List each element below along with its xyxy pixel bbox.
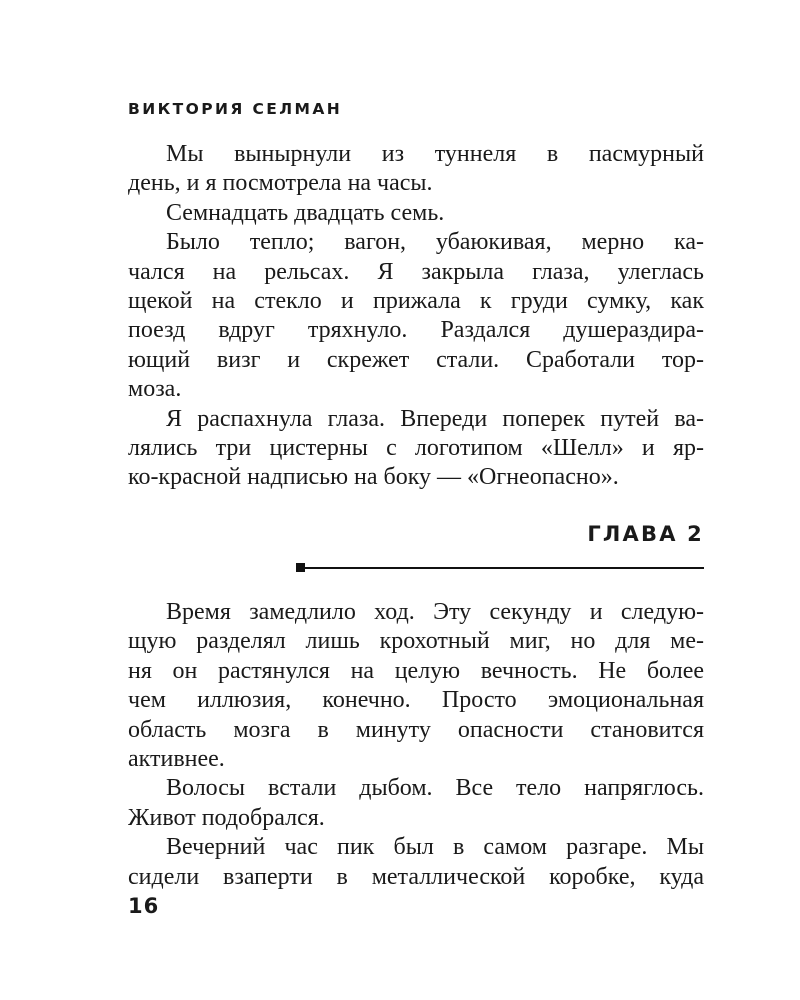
paragraph — [128, 598, 704, 774]
text-line: лялись три цистерны с логотипом «Шелл» и яр- — [128, 435, 704, 462]
divider-line — [305, 567, 704, 569]
text-line: Вечерний час пик был в самом разгаре. Мы — [166, 834, 704, 861]
text-line: Семнадцать двадцать семь. — [166, 199, 445, 226]
paragraph — [128, 199, 704, 228]
paragraph — [128, 228, 704, 404]
paragraph — [128, 140, 704, 199]
text-line: поезд вдруг тряхнуло. Раздался душераздира- — [128, 317, 704, 344]
text-line: Я распахнула глаза. Впереди поперек путей ва- — [166, 405, 704, 432]
paragraph — [128, 833, 704, 892]
text-line: ющий визг и скрежет стали. Сработали тор- — [128, 346, 704, 373]
text-line: Волосы встали дыбом. Все тело напряглось. — [166, 775, 704, 802]
chapter-rule — [296, 563, 704, 573]
text-line: чался на рельсах. Я закрыла глаза, улеглась — [128, 258, 704, 285]
text-line: Живот подобрался. — [128, 804, 325, 831]
text-line: активнее. — [128, 746, 225, 773]
text-line: щекой на стекло и прижала к груди сумку, как — [128, 288, 704, 315]
text-line: Время замедлило ход. Эту секунду и следую- — [166, 599, 704, 625]
page-number: 16 — [128, 894, 160, 918]
text-line: сидели взаперти в металлической коробке, куда — [128, 863, 704, 890]
text-line: ко-красной надписью на боку — «Огнеопасно». — [128, 464, 619, 491]
paragraph — [128, 774, 704, 833]
text-line: Было тепло; вагон, убаюкивая, мерно ка- — [166, 229, 704, 256]
text-line: щую разделял лишь крохотный миг, но для ме- — [128, 628, 704, 655]
text-line: область мозга в минуту опасности становится — [128, 716, 704, 743]
text-line: моза. — [128, 376, 182, 403]
paragraph — [128, 405, 704, 493]
text-line: чем иллюзия, конечно. Просто эмоциональная — [128, 687, 704, 714]
text-line: ня он растянулся на целую вечность. Не более — [128, 657, 704, 684]
running-head: ВИКТОРИЯ СЕЛМАН — [128, 100, 343, 118]
square-bullet-icon — [296, 563, 305, 572]
chapter-heading: ГЛАВА 2 — [587, 522, 704, 546]
text-line: день, и я посмотрела на часы. — [128, 170, 433, 197]
text-section-1 — [128, 140, 704, 493]
text-section-2 — [128, 598, 704, 892]
text-line: Мы вынырнули из туннеля в пасмурный — [166, 141, 704, 167]
